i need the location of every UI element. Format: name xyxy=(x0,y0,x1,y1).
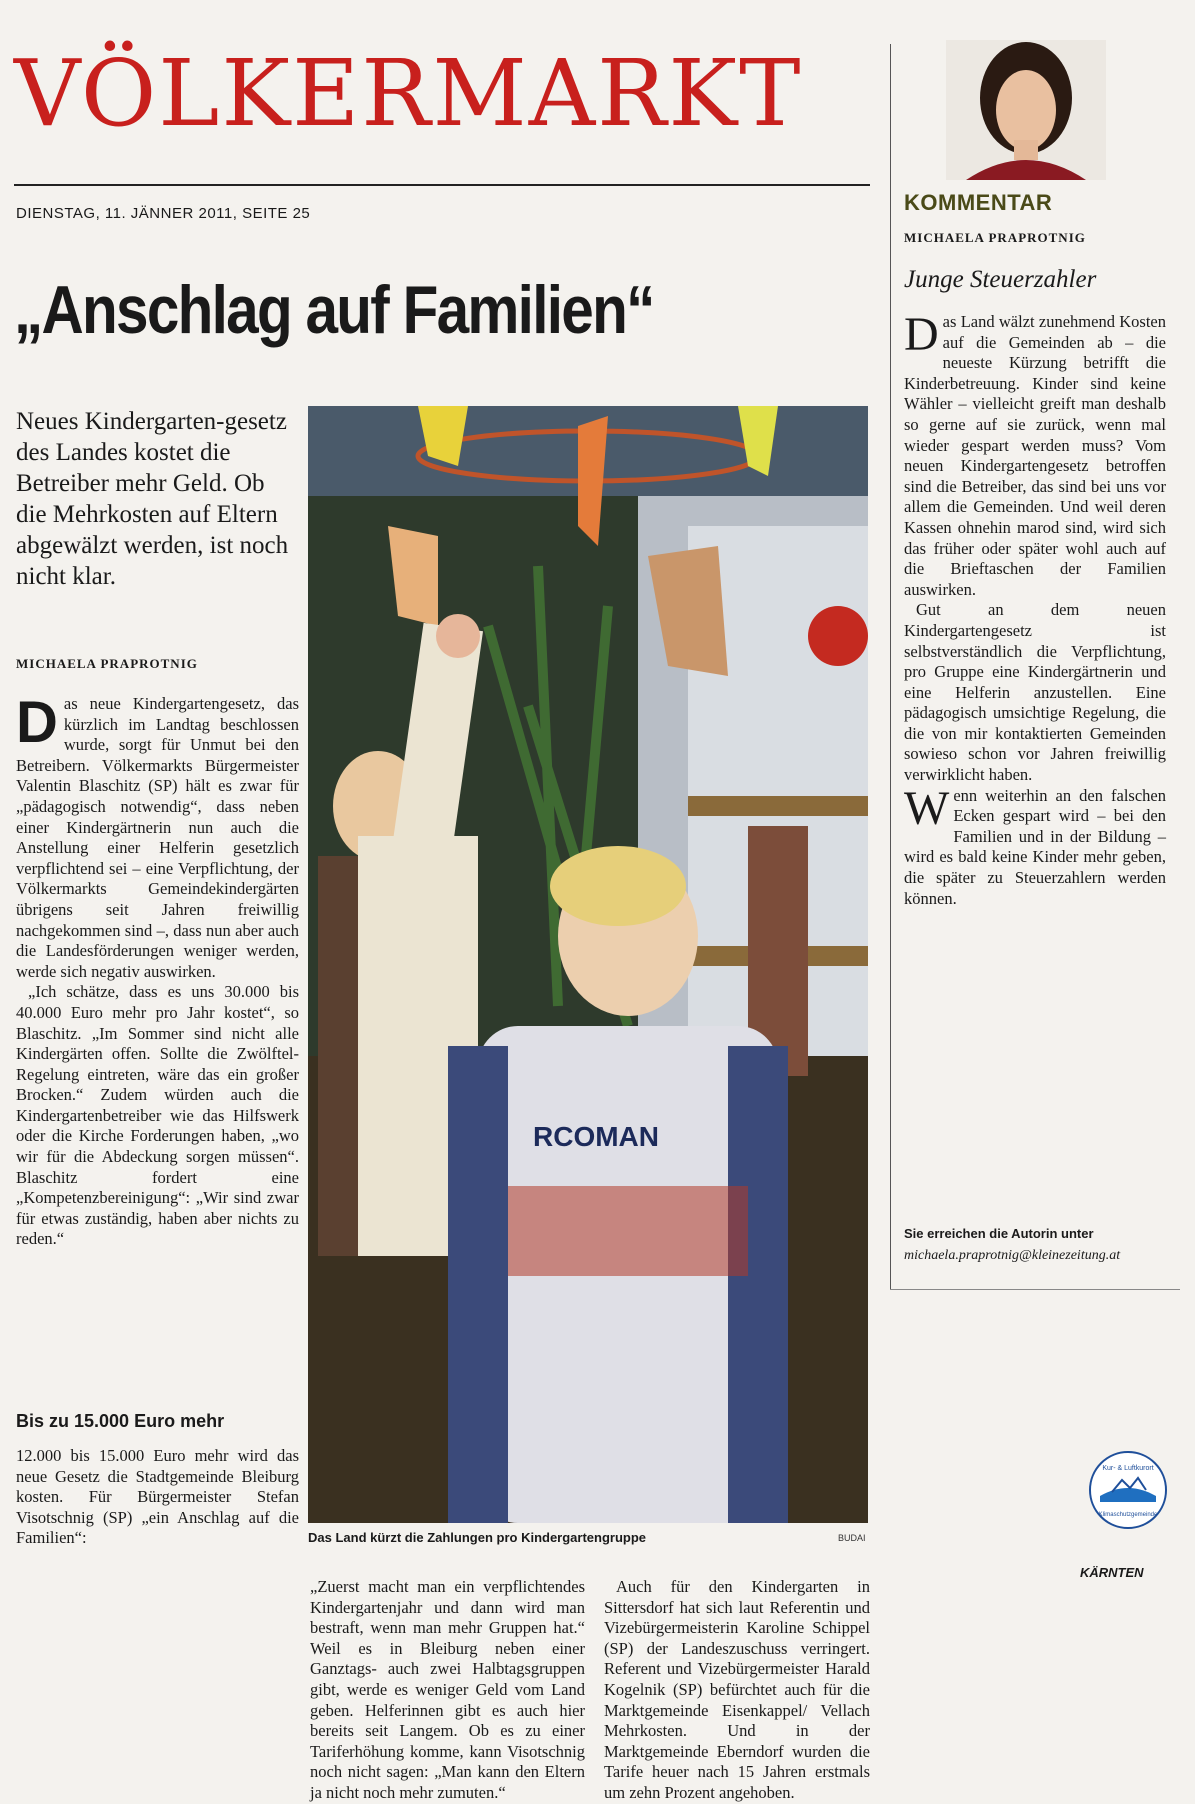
comment-dropcap-1: D xyxy=(904,308,939,361)
masthead-rule xyxy=(14,184,870,186)
comment-paragraph-3: Wenn weiterhin an den falschen Ecken gespart wird – bei den Familien und in der Bildung – wird es bald keine Kinder mehr geben, die später zu Steuerzahlern werden können. xyxy=(904,781,1166,908)
article-subhead: Bis zu 15.000 Euro mehr xyxy=(16,1411,225,1431)
photo-caption: Das Land kürzt die Zahlungen pro Kindergartengruppe xyxy=(308,1530,647,1545)
article-dropcap: D xyxy=(16,690,58,755)
byline: MICHAELA PRAPROTNIG xyxy=(16,656,198,671)
article-photo xyxy=(308,406,868,1523)
comment-author: MICHAELA PRAPROTNIG xyxy=(904,230,1086,245)
article-paragraph-5: Auch für den Kindergarten in Sittersdorf hat sich laut Referentin und Vizebürgermeisterin Karoline Schippel (SP) der Landeszuschuss verringert. Referent und Vizebürgermeister Harald Kogelnik (SP) befürchtet auch für die Marktgemeinde Eisenkappel/ Vellach Mehrkosten. Und in der Marktgemeinde Eberndorf wurden die Tarife heuer nach 15 Jahren erstmals um zehn Prozent angehoben. xyxy=(604,1577,870,1802)
shirt-text: RCOMAN xyxy=(533,1121,659,1152)
badge-top-text: Kur- & Luftkurort xyxy=(1102,1465,1154,1472)
kaernten-logo: KÄRNTEN xyxy=(1080,1565,1144,1580)
comment-paragraph-1: Das Land wälzt zunehmend Kosten auf die Gemeinden ab – die neueste Kürzung betrifft die Kinderbetreuung. Kinder sind keine Wähler – vielleicht greift man deshalb so gerne auf sie zurück, wenn mal wieder gespart werden muss? Vom neuen Kindergartengesetz betroffen sind die Betreiber, das sind bei uns vor allem die Gemeinden. Und weil deren Kassen ohnehin marod sind, wird sich das früher oder später wohl auch auf die Brieftaschen der Familien auswirken. xyxy=(904,308,1166,599)
article-column-3 xyxy=(604,1577,870,1804)
contact-email: michaela.praprotnig@kleinezeitung.at xyxy=(904,1248,1121,1263)
article-paragraph-1: Das neue Kindergartengesetz, das kürzlich im Landtag beschlossen wurde, sorgt für Unmut bei den Betreibern. Völkermarkts Bürgermeister Valentin Blaschitz (SP) hält es zwar für „pädagogisch notwendig“, dass neben einer Kindergärtnerin nun auch die Anstellung einer Helferin gesetzlich verpflichtend sei – eine Verpflichtung, der Völkermarkts Gemeindekindergärten übrigens seit Jahren freiwillig nachgekommen sind –, dass nun aber auch die Landesförderungen weniger werden, werde sich negativ auswirken. xyxy=(16,690,299,981)
article-column-1 xyxy=(16,690,299,1250)
comment-dropcap-2: W xyxy=(904,781,950,835)
dateline: DIENSTAG, 11. JÄNNER 2011, SEITE 25 xyxy=(16,205,311,222)
article-paragraph-4: „Zuerst macht man ein verpflichtendes Kindergartenjahr und dann wird man bestraft, wenn man mehr Gruppen hat.“ Weil es in Bleiburg neben einer Ganztags- auch zwei Halbtagsgruppen gibt, werde es weniger Geld vom Land geben. Helferinnen gibt es auch hier bereits seit Langem. Ob es zu einer Tariferhöhung komme, kann Visotschnig noch nicht sagen: „Man kann den Eltern ja nicht noch mehr zumuten.“ xyxy=(310,1577,585,1802)
article-column-1-continued xyxy=(16,1446,299,1549)
article-paragraph-3: 12.000 bis 15.000 Euro mehr wird das neue Gesetz die Stadtgemeinde Bleiburg kosten. Für Bürgermeister Stefan Visotschnig (SP) „ein Anschlag auf die Familien“: xyxy=(16,1446,299,1548)
badge-bottom-text: Klimaschutzgemeinde xyxy=(1098,1512,1158,1518)
comment-section-label: KOMMENTAR xyxy=(904,190,1053,215)
comment-divider xyxy=(890,44,891,1289)
comment-title: Junge Steuerzahler xyxy=(904,266,1097,293)
climate-badge xyxy=(1088,1450,1168,1530)
comment-bottom-rule xyxy=(890,1289,1180,1290)
comment-body xyxy=(904,308,1166,909)
article-column-2 xyxy=(310,1577,585,1804)
photo-credit: BUDAI xyxy=(838,1533,866,1543)
headline: „Anschlag auf Familien“ xyxy=(14,272,654,348)
article-paragraph-2: „Ich schätze, dass es uns 30.000 bis 40.000 Euro mehr pro Jahr kostet“, so Blaschitz. „Im Sommer sind nicht alle Kindergärten offen. Sollte die Zwölftel-Regelung eintreten, wäre das ein großer Brocken.“ Zudem würden auch die Kindergartenbetreiber wie das Hilfswerk oder die Kirche Forderungen haben, „wo wir für die Abdeckung sorgen müssen“. Blaschitz fordert eine „Kompetenzbereinigung“: „Wir sind zwar für etwas zuständig, haben aber nichts zu reden.“ xyxy=(16,982,299,1249)
masthead: VÖLKERMARKT xyxy=(14,40,803,147)
contact-label: Sie erreichen die Autorin unter xyxy=(904,1226,1094,1241)
lead-text: Neues Kindergarten-gesetz des Landes kostet die Betreiber mehr Geld. Ob die Mehrkosten auf Eltern abgewälzt werden, ist noch nicht klar. xyxy=(16,408,289,590)
author-portrait xyxy=(946,40,1106,180)
comment-paragraph-2: Gut an dem neuen Kindergartengesetz ist selbstverständlich die Verpflichtung, pro Gruppe eine Kindergärtnerin und eine Helferin anzustellen. Eine pädagogisch umsichtige Regelung, die die von mir kontaktierten Gemeinden sowieso schon vor Jahren freiwillig verwirklicht haben. xyxy=(904,600,1166,785)
